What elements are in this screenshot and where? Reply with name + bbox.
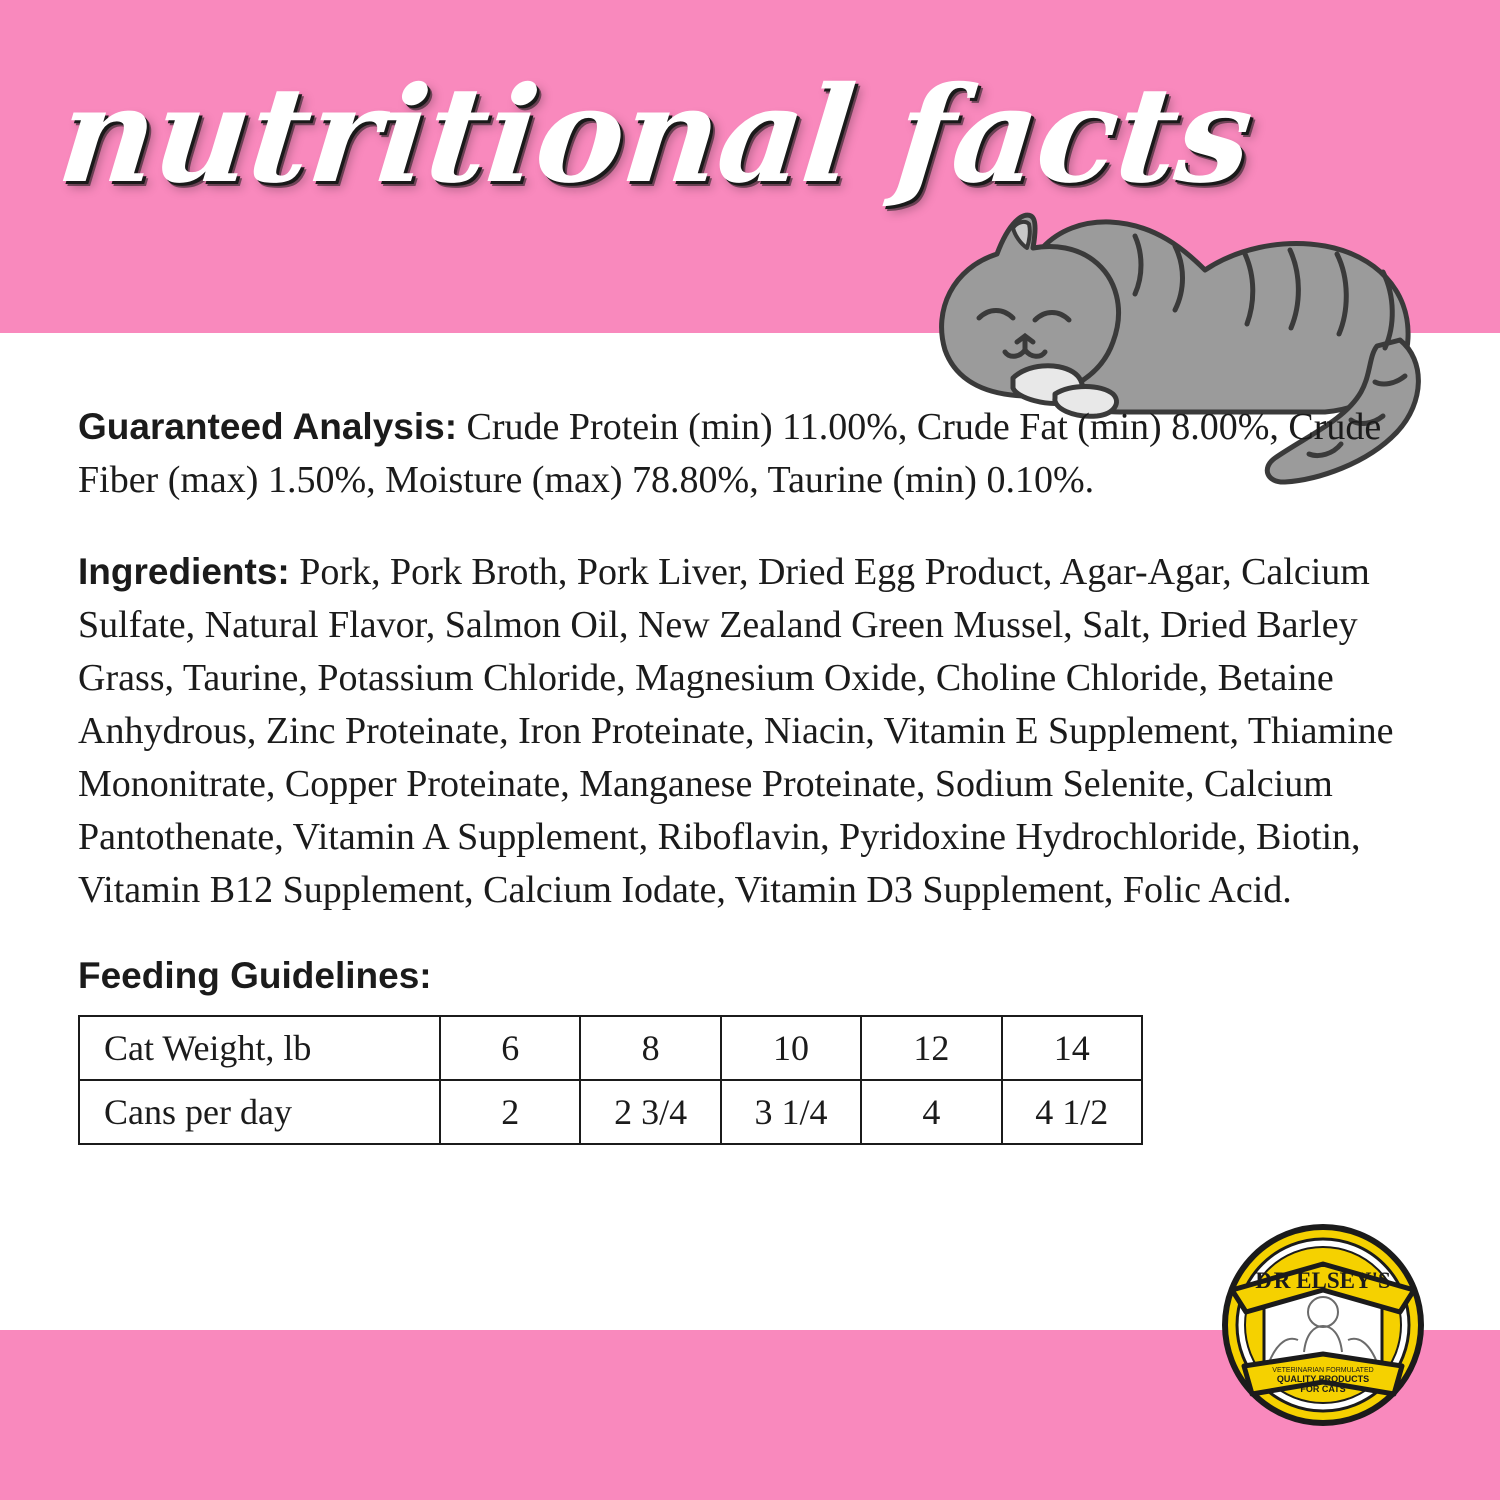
cell-weight-2: 8: [580, 1016, 720, 1080]
logo-tagline-line1: VETERINARIAN FORMULATED: [1272, 1367, 1374, 1374]
cell-cans-3: 3 1/4: [721, 1080, 861, 1144]
cell-cans-1: 2: [440, 1080, 580, 1144]
guaranteed-analysis-text: Crude Protein (min) 11.00%, Crude Fat (min) 8.00%, Crude Fiber (max) 1.50%, Moisture (max) 78.80%, Taurine (min) 0.10%.: [78, 406, 1382, 501]
cell-weight-4: 12: [861, 1016, 1001, 1080]
guaranteed-analysis-label: Guaranteed Analysis:: [78, 406, 458, 447]
row-label-cans-per-day: Cans per day: [79, 1080, 440, 1144]
row-label-cat-weight: Cat Weight, lb: [79, 1016, 440, 1080]
guaranteed-analysis-paragraph: [78, 400, 1428, 507]
feeding-guidelines-table: [78, 1015, 1143, 1145]
cell-weight-1: 6: [440, 1016, 580, 1080]
logo-tagline-line3: FOR CATS: [1300, 1384, 1346, 1394]
logo-tagline-line2: QUALITY PRODUCTS: [1276, 1374, 1370, 1384]
cell-cans-2: 2 3/4: [580, 1080, 720, 1144]
cell-weight-3: 10: [721, 1016, 861, 1080]
ingredients-paragraph: [78, 545, 1428, 917]
table-row: [79, 1080, 1142, 1144]
logo-brand-main: D R ELSEY'S: [1255, 1268, 1391, 1293]
page-title: nutritional facts: [52, 58, 1259, 213]
table-row: [79, 1016, 1142, 1080]
cell-cans-5: 4 1/2: [1002, 1080, 1142, 1144]
dr-elseys-logo: [1218, 1220, 1428, 1430]
ingredients-label: Ingredients:: [78, 551, 290, 592]
cell-weight-5: 14: [1002, 1016, 1142, 1080]
cell-cans-4: 4: [861, 1080, 1001, 1144]
nutrition-content: [78, 400, 1428, 1145]
ingredients-text: Pork, Pork Broth, Pork Liver, Dried Egg Product, Agar-Agar, Calcium Sulfate, Natural Flavor, Salmon Oil, New Zealand Green Mussel, Salt, Dried Barley Grass, Taurine, Potassium Chloride, Magnesium Oxide, Choline Chloride, Betaine Anhydrous, Zinc Proteinate, Iron Proteinate, Niacin, Vitamin E Supplement, Thiamine Mononitrate, Copper Proteinate, Manganese Proteinate, Sodium Selenite, Calcium Pantothenate, Vitamin A Supplement, Riboflavin, Pyridoxine Hydrochloride, Biotin, Vitamin B12 Supplement, Calcium Iodate, Vitamin D3 Supplement, Folic Acid.: [78, 551, 1394, 911]
feeding-guidelines-label: Feeding Guidelines:: [78, 955, 432, 996]
